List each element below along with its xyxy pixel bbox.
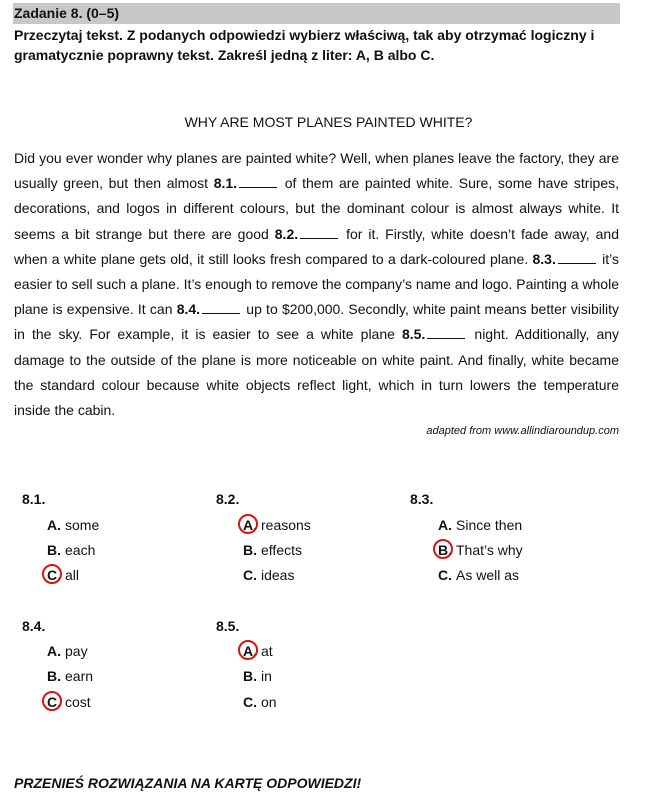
- option-letter: [243, 517, 261, 533]
- letter-text: A.: [243, 517, 257, 533]
- option-letter: B.: [47, 668, 61, 684]
- option-text: ideas: [261, 567, 295, 583]
- gap-label: 8.4.: [176, 301, 201, 318]
- option-letter: A.: [438, 517, 452, 533]
- option-c[interactable]: [438, 567, 519, 583]
- option-letter: C.: [243, 567, 257, 583]
- option-text: effects: [261, 542, 302, 558]
- letter-text: B.: [438, 542, 452, 558]
- gap-label: 8.2.: [274, 225, 299, 242]
- answer-circle: [238, 640, 258, 660]
- option-text: cost: [65, 694, 91, 710]
- option-text: pay: [65, 643, 88, 659]
- option-a[interactable]: [243, 643, 273, 659]
- option-text: earn: [65, 668, 94, 684]
- letter-text: C.: [47, 694, 61, 710]
- option-letter: C.: [438, 567, 452, 583]
- option-text: reasons: [261, 517, 311, 533]
- question-number: 8.5.: [216, 618, 240, 634]
- gap-label: 8.5.: [401, 326, 426, 343]
- passage-segment: of them are painted white. Sure, some have stripes, decorations, and logos in different colours, but the dominant colour is almost always white. It seems a bit strange but there are good: [14, 175, 620, 242]
- question-number: 8.3.: [410, 491, 434, 507]
- option-b[interactable]: [47, 668, 93, 684]
- task-header-bar: [13, 3, 620, 24]
- option-text: on: [261, 694, 277, 710]
- option-letter: B.: [243, 668, 257, 684]
- passage-segment: up to $200,000. Secondly, white paint means better visibility in the sky. For example, it is easier to see a white plane: [14, 301, 620, 343]
- option-a[interactable]: [243, 517, 311, 533]
- question-number: 8.4.: [22, 618, 46, 634]
- option-b[interactable]: [47, 542, 95, 558]
- gap-blank: [558, 249, 596, 264]
- task-title: Zadanie 8. (0–5): [14, 5, 120, 21]
- source-note: adapted from www.allindiaroundup.com: [426, 425, 619, 437]
- gap-blank: [427, 324, 465, 339]
- option-letter: C.: [243, 694, 257, 710]
- option-letter: A.: [47, 643, 61, 659]
- option-b[interactable]: [243, 542, 302, 558]
- option-c[interactable]: [243, 694, 277, 710]
- option-a[interactable]: [438, 517, 522, 533]
- task-instruction: Przeczytaj tekst. Z podanych odpowiedzi wybierz właściwą, tak aby otrzymać logiczny i gramatycznie poprawny tekst. Zakreśl jedną z liter: A, B albo C.: [14, 27, 595, 63]
- footer-note: PRZENIEŚ ROZWIĄZANIA NA KARTĘ ODPOWIEDZI!: [14, 775, 362, 791]
- answer-circle: [238, 514, 258, 534]
- letter-text: C.: [47, 567, 61, 583]
- option-a[interactable]: [47, 517, 99, 533]
- text-title: WHY ARE MOST PLANES PAINTED WHITE?: [184, 114, 473, 130]
- option-text: some: [65, 517, 100, 533]
- option-text: at: [261, 643, 273, 659]
- option-letter: [47, 567, 65, 583]
- option-text: That’s why: [456, 542, 523, 558]
- letter-text: A.: [243, 643, 257, 659]
- answer-circle: [42, 691, 62, 711]
- passage-segment: night. Additionally, any damage to the outside of the plane is more noticeable on white paint. And finally, white became the standard colour because white objects reflect light, which in turn lowers the temperature inside the cabin.: [14, 326, 620, 419]
- gap-label: 8.1.: [213, 175, 238, 192]
- option-b[interactable]: [438, 542, 523, 558]
- answer-circle: [42, 564, 62, 584]
- gap-blank: [202, 299, 240, 314]
- option-letter: B.: [47, 542, 61, 558]
- option-letter: B.: [243, 542, 257, 558]
- option-text: As well as: [456, 567, 520, 583]
- gap-label: 8.3.: [532, 250, 556, 267]
- passage-segment: for it. Firstly, white doesn’t fade away, and when a white plane gets old, it still looks fresh compared to a dark-coloured plane.: [14, 225, 619, 267]
- option-text: in: [261, 668, 272, 684]
- option-letter: A.: [47, 517, 61, 533]
- question-number: 8.1.: [22, 491, 46, 507]
- option-c[interactable]: [47, 567, 79, 583]
- option-letter: [243, 643, 261, 659]
- answer-circle: [433, 539, 453, 559]
- option-a[interactable]: [47, 643, 88, 659]
- option-letter: [438, 542, 456, 558]
- question-number: 8.2.: [216, 491, 240, 507]
- option-b[interactable]: [243, 668, 272, 684]
- gap-blank: [239, 173, 277, 188]
- gap-blank: [300, 224, 338, 239]
- passage-segment: Did you ever wonder why planes are painted white? Well, when planes leave the factory, they are usually green, but then almost: [14, 150, 619, 192]
- option-text: Since then: [456, 517, 523, 533]
- option-letter: [47, 694, 65, 710]
- option-c[interactable]: [243, 567, 294, 583]
- reading-passage: [14, 146, 619, 423]
- option-c[interactable]: [47, 694, 91, 710]
- option-text: each: [65, 542, 96, 558]
- option-text: all: [65, 567, 80, 583]
- passage-segment: it’s easier to sell such a plane. It’s enough to remove the company’s name and logo. Painting a whole plane is expensive. It can: [14, 250, 620, 318]
